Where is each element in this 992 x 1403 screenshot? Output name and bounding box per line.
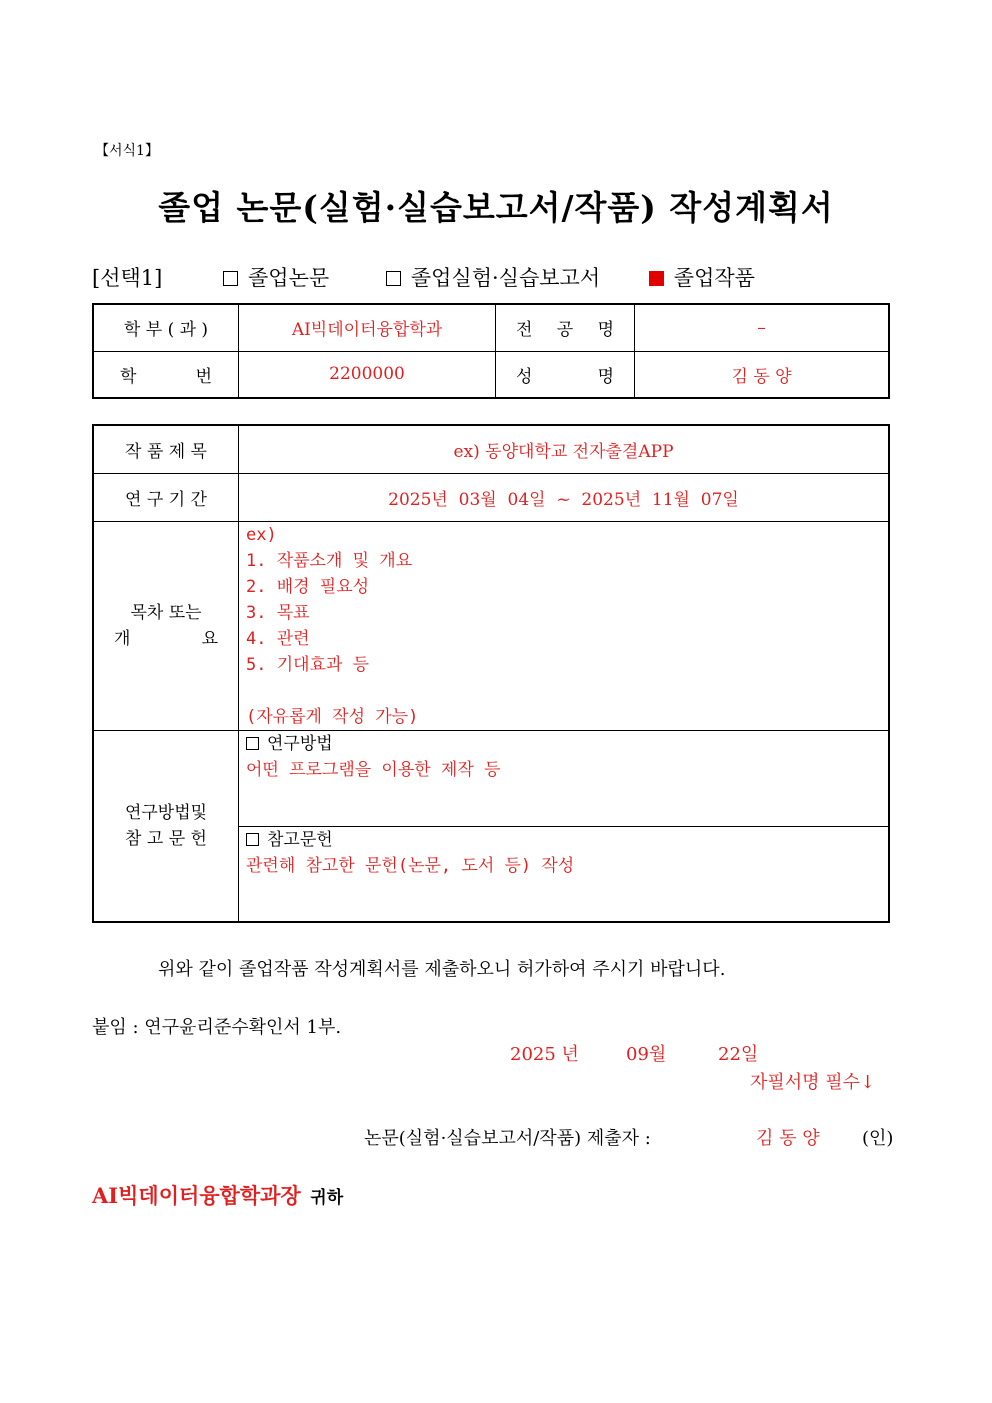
- student-info-table: [92, 303, 890, 399]
- toc-label: 목차 또는 개 요: [93, 521, 239, 730]
- submitter-label: 논문(실험·실습보고서/작품) 제출자 :: [364, 1128, 651, 1149]
- seal-mark: (인): [862, 1128, 894, 1149]
- recipient-line: [92, 1180, 343, 1210]
- checkbox-report[interactable]: [386, 271, 401, 286]
- work-title-label: 작 품 제 목: [93, 425, 239, 473]
- work-title-value[interactable]: ex) 동양대학교 전자출결APP: [239, 425, 890, 473]
- method-checkbox[interactable]: [246, 737, 259, 750]
- dept-label: 학 부 ( 과 ): [93, 304, 239, 351]
- method-label: 연구방법및 참 고 문 헌: [93, 730, 239, 922]
- method-cell[interactable]: [239, 730, 890, 826]
- page-title: 졸업 논문(실험·실습보고서/작품) 작성계획서: [158, 188, 834, 227]
- period-label: 연 구 기 간: [93, 473, 239, 521]
- toc-line: 1. 작품소개 및 개요: [246, 550, 413, 571]
- signature-note: 자필서명 필수↓: [750, 1072, 876, 1093]
- method-text: 어떤 프로그램을 이용한 제작 등: [246, 759, 501, 780]
- checkbox-work[interactable]: [649, 271, 664, 286]
- dept-value[interactable]: AI빅데이터융합학과: [239, 304, 496, 351]
- period-value[interactable]: 2025년 03월 04일 ~ 2025년 11월 07일: [239, 473, 890, 521]
- recipient-dept: AI빅데이터융합학과장: [92, 1183, 301, 1208]
- reference-text: 관련해 참고한 문헌(논문, 도서 등) 작성: [246, 855, 575, 876]
- id-value[interactable]: 2200000: [239, 351, 496, 398]
- submitter-name[interactable]: 김 동 양: [756, 1128, 820, 1149]
- toc-line: 4. 관련: [246, 628, 310, 649]
- method-heading: 연구방법: [267, 733, 333, 754]
- toc-line: 3. 목표: [246, 602, 310, 623]
- major-value[interactable]: –: [635, 304, 890, 351]
- reference-heading: 참고문헌: [267, 829, 333, 850]
- selection-row: [92, 262, 755, 292]
- checkbox-thesis[interactable]: [223, 271, 238, 286]
- option-work[interactable]: 졸업작품: [649, 262, 755, 292]
- request-statement: 위와 같이 졸업작품 작성계획서를 제출하오니 허가하여 주시기 바랍니다.: [158, 959, 726, 980]
- id-label: 학 번: [93, 351, 239, 398]
- toc-line: 2. 배경 필요성: [246, 576, 370, 597]
- major-label: 전 공 명: [496, 304, 635, 351]
- attachment-note: 붙임 : 연구윤리준수확인서 1부.: [92, 1017, 342, 1038]
- toc-line: ex): [246, 524, 277, 545]
- date-year: 2025 년: [510, 1044, 579, 1065]
- toc-content[interactable]: [239, 521, 890, 730]
- form-number-label: 【서식1】: [95, 143, 159, 159]
- name-label: 성 명: [496, 351, 635, 398]
- option-report[interactable]: 졸업실험·실습보고서: [386, 262, 600, 292]
- option-thesis[interactable]: 졸업논문: [223, 262, 329, 292]
- name-value[interactable]: 김 동 양: [635, 351, 890, 398]
- reference-checkbox[interactable]: [246, 833, 259, 846]
- recipient-suffix: 귀하: [310, 1188, 344, 1208]
- reference-cell[interactable]: [239, 826, 890, 922]
- date-day: 22일: [718, 1044, 759, 1065]
- selection-label: [선택1]: [92, 266, 163, 290]
- plan-table: [92, 424, 890, 923]
- date-month: 09월: [626, 1044, 667, 1065]
- toc-line: (자유롭게 작성 가능): [246, 706, 419, 727]
- toc-line: 5. 기대효과 등: [246, 654, 370, 675]
